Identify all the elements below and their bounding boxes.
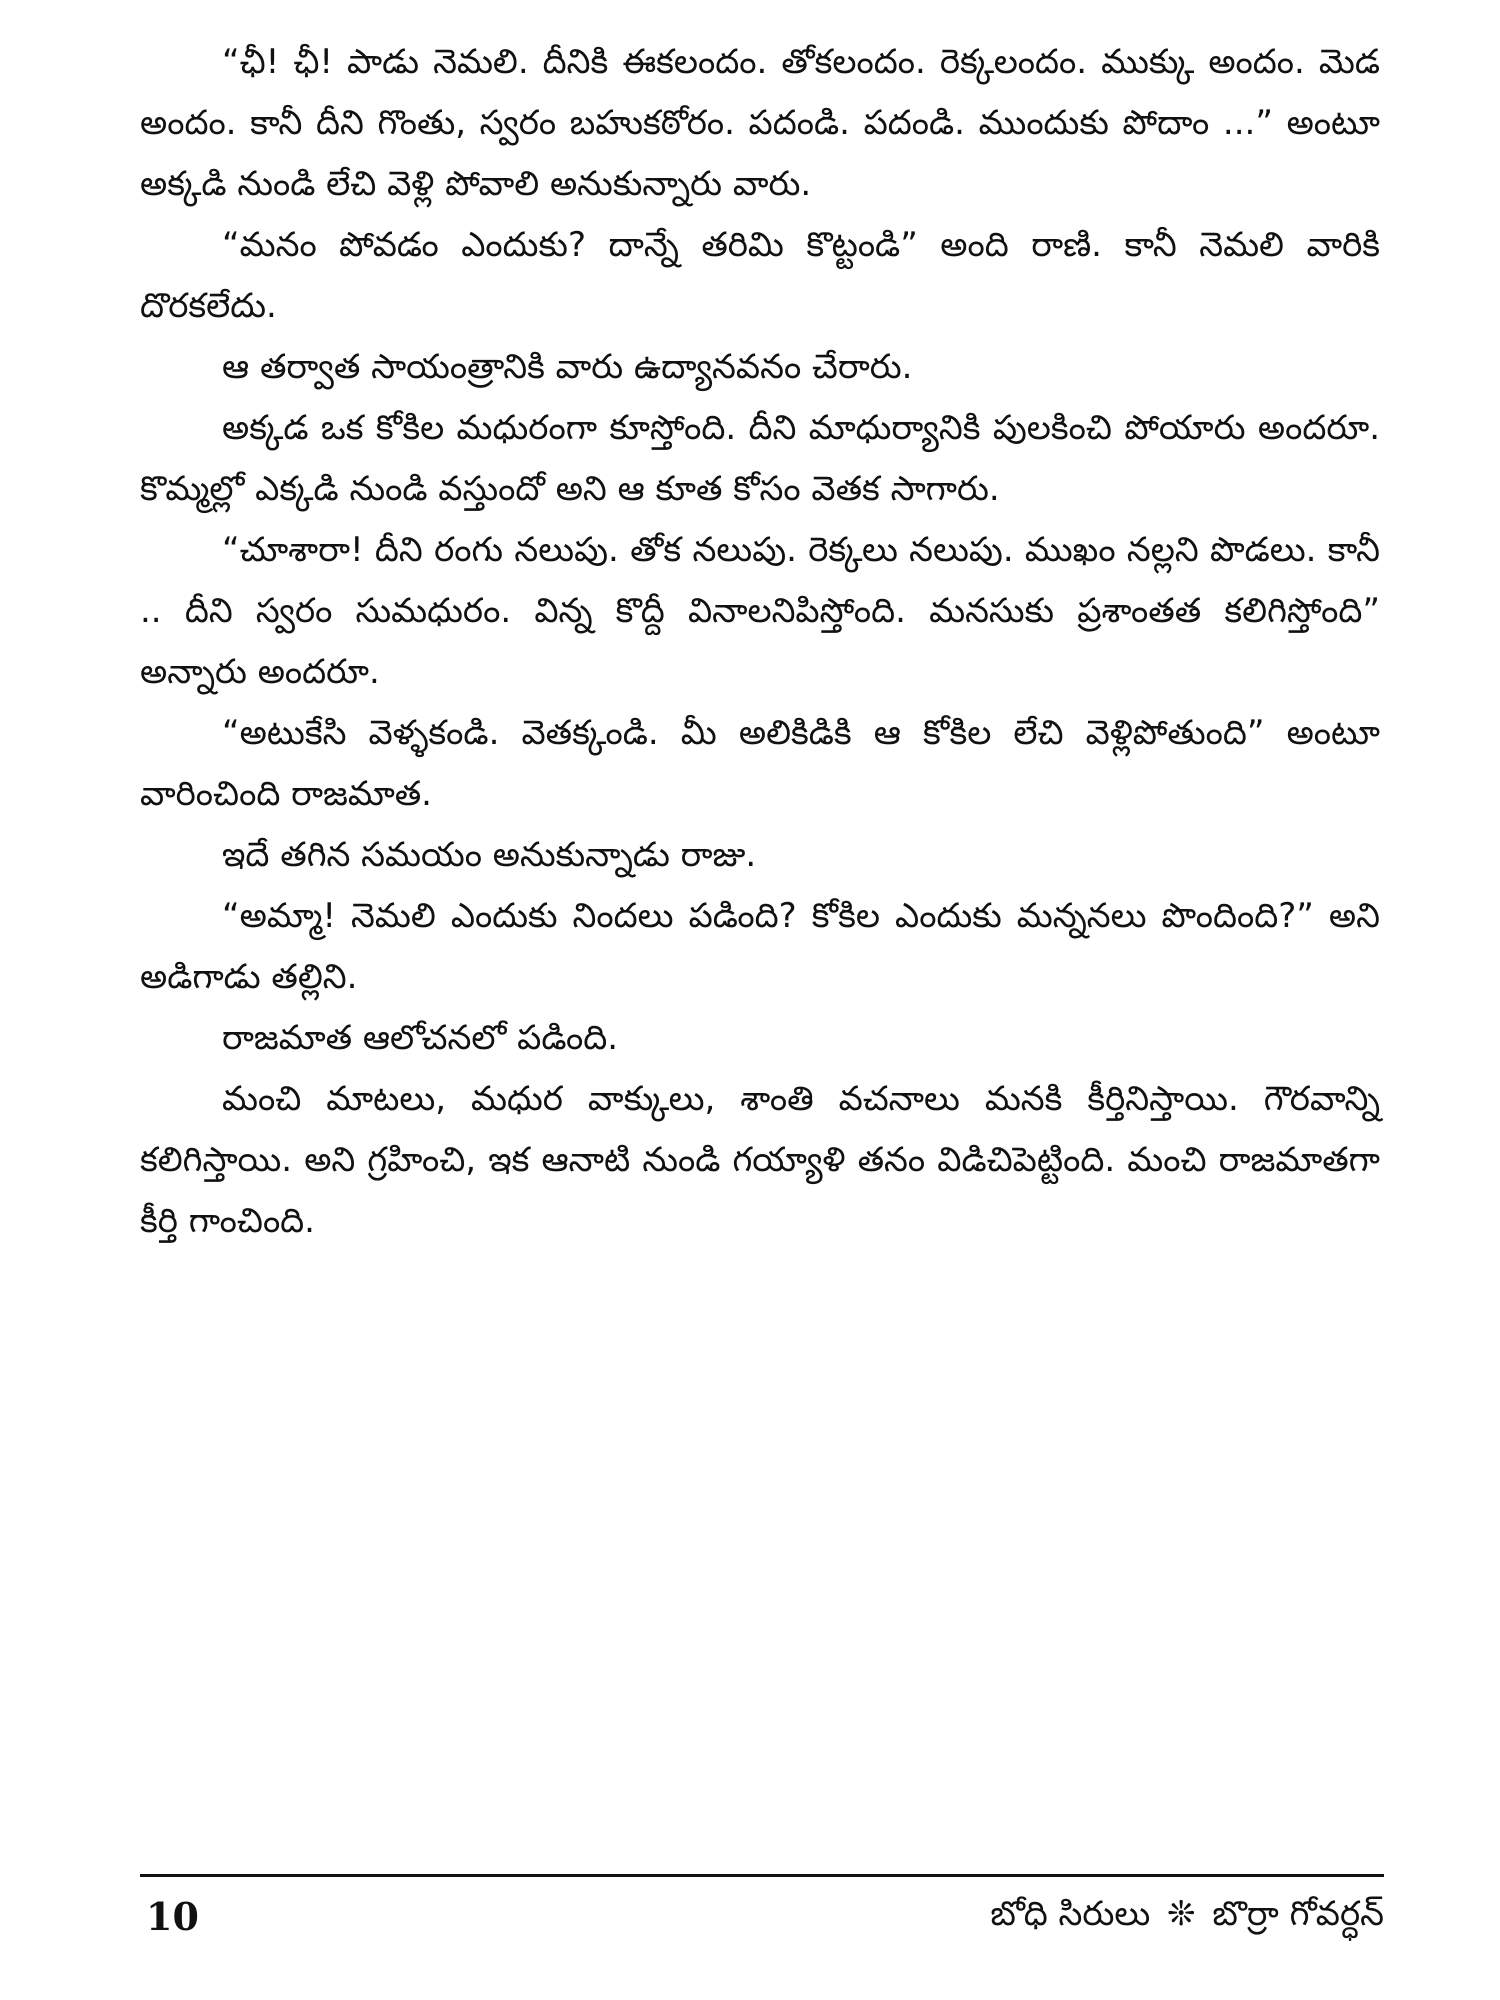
book-title: బోధి సిరులు (990, 1894, 1151, 1934)
paragraph-6: “అటుకేసి వెళ్ళకండి. వెతక్కండి. మీ అలికిడికి ఆ కోకిల లేచి వెళ్లిపోతుంది” అంటూ వారించింది రాజమాత. (140, 713, 1380, 814)
paragraph-10: మంచి మాటలు, మధుర వాక్కులు, శాంతి వచనాలు మనకి కీర్తినిస్తాయి. గౌరవాన్ని కలిగిస్తాయి. అని గ్రహించి, ఇక ఆనాటి నుండి గయ్యాళి తనం విడిచిపెట్టింది. మంచి రాజమాతగా కీర్తి గాంచింది. (140, 1079, 1380, 1241)
flower-separator-icon: ❊ (1167, 1894, 1196, 1934)
page-number: 10 (146, 1894, 199, 1939)
page-footer (140, 1890, 1384, 1950)
footer-credit (990, 1894, 1384, 1942)
paragraph-5: “చూశారా! దీని రంగు నలుపు. తోక నలుపు. రెక్కలు నలుపు. ముఖం నల్లని పొడలు. కానీ .. దీని స్వరం సుమధురం. విన్న కొద్దీ వినాలనిపిస్తోంది. మనసుకు ప్రశాంతత కలిగిస్తోంది” అన్నారు అందరూ. (140, 530, 1380, 692)
paragraph-7: ఇదే తగిన సమయం అనుకున్నాడు రాజు. (222, 835, 757, 875)
paragraph-9: రాజమాత ఆలోచనలో పడింది. (222, 1018, 619, 1058)
paragraph-3: ఆ తర్వాత సాయంత్రానికి వారు ఉద్యానవనం చేరారు. (222, 347, 913, 387)
story-body (140, 32, 1380, 1252)
paragraph-2: “మనం పోవడం ఎందుకు? దాన్నే తరిమి కొట్టండి” అంది రాణి. కానీ నెమలి వారికి దొరకలేదు. (140, 225, 1380, 326)
footer-divider (140, 1874, 1384, 1877)
author-name: బొర్రా గోవర్ధన్ (1212, 1894, 1384, 1934)
paragraph-1: “ఛీ! ఛీ! పాడు నెమలి. దీనికి ఈకలందం. తోకలందం. రెక్కలందం. ముక్కు అందం. మెడ అందం. కానీ దీని గొంతు, స్వరం బహుకఠోరం. పదండి. పదండి. ముందుకు పోదాం ...” అంటూ అక్కడి నుండి లేచి వెళ్లి పోవాలి అనుకున్నారు వారు. (140, 42, 1380, 204)
paragraph-8: “అమ్మా! నెమలి ఎందుకు నిందలు పడింది? కోకిల ఎందుకు మన్ననలు పొందింది?” అని అడిగాడు తల్లిని. (140, 896, 1380, 997)
paragraph-4: అక్కడ ఒక కోకిల మధురంగా కూస్తోంది. దీని మాధుర్యానికి పులకించి పోయారు అందరూ. కొమ్మల్లో ఎక్కడి నుండి వస్తుందో అని ఆ కూత కోసం వెతక సాగారు. (140, 408, 1380, 509)
